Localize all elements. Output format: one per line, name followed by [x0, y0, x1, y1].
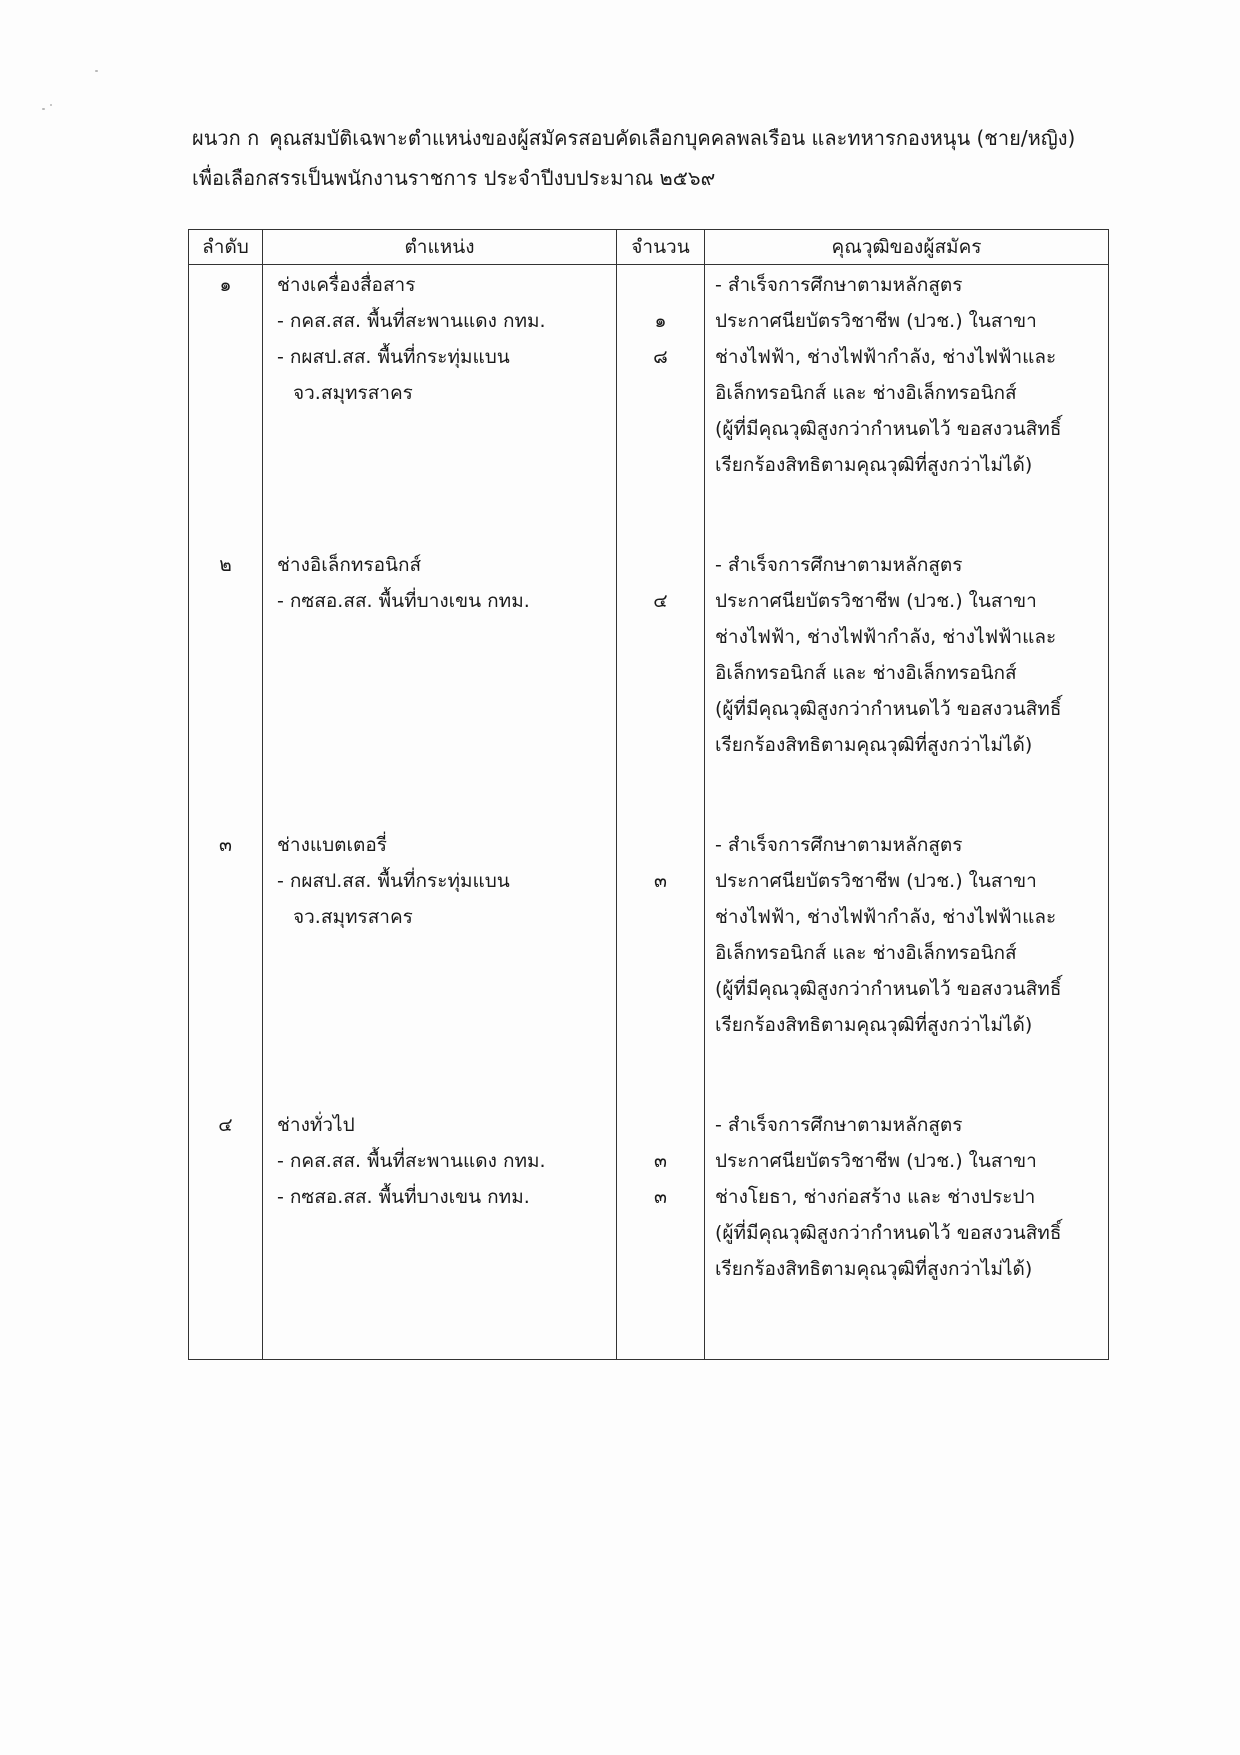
qualification-line: อิเล็กทรอนิกส์ และ ช่างอิเล็กทรอนิกส์ [715, 382, 1017, 404]
position-title: ช่างแบตเตอรี่ [277, 834, 387, 856]
row-number: ๔ [218, 1114, 233, 1136]
unit-name: - กผสป.สส. พื้นที่กระทุ่มแบน [277, 870, 510, 892]
header-position: ตำแหน่ง [263, 230, 617, 265]
position-cell [263, 825, 617, 1043]
qualification-cell [705, 265, 1109, 484]
unit-quantity: ๘ [653, 346, 668, 368]
row-number: ๑ [219, 274, 232, 296]
scan-speck [50, 104, 52, 106]
header-qualification: คุณวุฒิของผู้สมัคร [705, 230, 1109, 265]
qualification-line: ช่างไฟฟ้า, ช่างไฟฟ้ากำลัง, ช่างไฟฟ้าและ [715, 906, 1057, 928]
heading-title: คุณสมบัติเฉพาะตำแหน่งของผู้สมัครสอบคัดเลือกบุคคลพลเรือน และทหารกองหนุน (ชาย/หญิง) [269, 126, 1076, 150]
table-row [189, 265, 1109, 484]
qualification-line: (ผู้ที่มีคุณวุฒิสูงกว่ากำหนดไว้ ขอสงวนสิทธิ์ [715, 418, 1062, 440]
table-row [189, 1105, 1109, 1287]
row-spacer [189, 483, 1109, 545]
position-title: ช่างอิเล็กทรอนิกส์ [277, 554, 422, 576]
qualification-line: (ผู้ที่มีคุณวุฒิสูงกว่ากำหนดไว้ ขอสงวนสิทธิ์ [715, 978, 1062, 1000]
qualification-line: ช่างไฟฟ้า, ช่างไฟฟ้ากำลัง, ช่างไฟฟ้าและ [715, 346, 1057, 368]
row-number-cell [189, 825, 263, 1043]
qualification-line: - สำเร็จการศึกษาตามหลักสูตร [715, 1114, 963, 1136]
unit-name: - กคส.สส. พื้นที่สะพานแดง กทม. [277, 1150, 546, 1172]
position-cell [263, 265, 617, 484]
qualification-line: เรียกร้องสิทธิตามคุณวุฒิที่สูงกว่าไม่ได้) [715, 454, 1033, 476]
scan-speck [42, 108, 45, 110]
unit-name: - กผสป.สส. พื้นที่กระทุ่มแบน [277, 346, 510, 368]
unit-quantity: ๓ [654, 1150, 667, 1172]
heading-line-1 [192, 118, 1152, 158]
quantity-cell [617, 265, 705, 484]
row-number-cell [189, 1105, 263, 1287]
unit-quantity: ๑ [654, 310, 667, 332]
position-title: ช่างเครื่องสื่อสาร [277, 274, 416, 296]
document-heading [192, 118, 1152, 198]
position-title: ช่างทั่วไป [277, 1114, 355, 1136]
qualification-line: - สำเร็จการศึกษาตามหลักสูตร [715, 554, 963, 576]
qualification-cell [705, 1105, 1109, 1287]
annex-label: ผนวก ก [192, 126, 260, 150]
scan-speck [95, 70, 98, 72]
unit-location: จว.สมุทรสาคร [293, 906, 413, 928]
row-spacer [189, 763, 1109, 825]
qualification-line: อิเล็กทรอนิกส์ และ ช่างอิเล็กทรอนิกส์ [715, 662, 1017, 684]
row-spacer [189, 1043, 1109, 1105]
qualification-line: อิเล็กทรอนิกส์ และ ช่างอิเล็กทรอนิกส์ [715, 942, 1017, 964]
qualification-line: ประกาศนียบัตรวิชาชีพ (ปวช.) ในสาขา [715, 1150, 1037, 1172]
unit-quantity: ๓ [654, 1186, 667, 1208]
qualification-line: - สำเร็จการศึกษาตามหลักสูตร [715, 834, 963, 856]
qualification-table [188, 229, 1109, 1360]
qualification-line: ช่างไฟฟ้า, ช่างไฟฟ้ากำลัง, ช่างไฟฟ้าและ [715, 626, 1057, 648]
heading-line-2: เพื่อเลือกสรรเป็นพนักงานราชการ ประจำปีงบประมาณ ๒๕๖๙ [192, 166, 716, 190]
unit-name: - กซสอ.สส. พื้นที่บางเขน กทม. [277, 590, 530, 612]
qualification-line: ประกาศนียบัตรวิชาชีพ (ปวช.) ในสาขา [715, 870, 1037, 892]
qualification-line: เรียกร้องสิทธิตามคุณวุฒิที่สูงกว่าไม่ได้) [715, 734, 1033, 756]
qualification-line: (ผู้ที่มีคุณวุฒิสูงกว่ากำหนดไว้ ขอสงวนสิทธิ์ [715, 698, 1062, 720]
unit-quantity: ๓ [654, 870, 667, 892]
qualification-cell [705, 825, 1109, 1043]
row-number-cell [189, 265, 263, 484]
header-no: ลำดับ [189, 230, 263, 265]
qualification-line: - สำเร็จการศึกษาตามหลักสูตร [715, 274, 963, 296]
quantity-cell [617, 545, 705, 763]
quantity-cell [617, 1105, 705, 1287]
row-number: ๒ [219, 554, 232, 576]
row-number-cell [189, 545, 263, 763]
table-row [189, 545, 1109, 763]
table-header-row [189, 230, 1109, 265]
qualification-line: เรียกร้องสิทธิตามคุณวุฒิที่สูงกว่าไม่ได้) [715, 1258, 1033, 1280]
unit-location: จว.สมุทรสาคร [293, 382, 413, 404]
qualification-line: ประกาศนียบัตรวิชาชีพ (ปวช.) ในสาขา [715, 590, 1037, 612]
qualification-line: ประกาศนียบัตรวิชาชีพ (ปวช.) ในสาขา [715, 310, 1037, 332]
qualification-line: (ผู้ที่มีคุณวุฒิสูงกว่ากำหนดไว้ ขอสงวนสิทธิ์ [715, 1222, 1062, 1244]
qualification-line: ช่างโยธา, ช่างก่อสร้าง และ ช่างประปา [715, 1186, 1036, 1208]
table-row [189, 825, 1109, 1043]
unit-quantity: ๔ [653, 590, 668, 612]
header-quantity: จำนวน [617, 230, 705, 265]
qualification-line: เรียกร้องสิทธิตามคุณวุฒิที่สูงกว่าไม่ได้) [715, 1014, 1033, 1036]
position-cell [263, 545, 617, 763]
row-number: ๓ [219, 834, 232, 856]
unit-name: - กซสอ.สส. พื้นที่บางเขน กทม. [277, 1186, 530, 1208]
quantity-cell [617, 825, 705, 1043]
qualification-cell [705, 545, 1109, 763]
row-spacer [189, 1287, 1109, 1360]
unit-name: - กคส.สส. พื้นที่สะพานแดง กทม. [277, 310, 546, 332]
position-cell [263, 1105, 617, 1287]
